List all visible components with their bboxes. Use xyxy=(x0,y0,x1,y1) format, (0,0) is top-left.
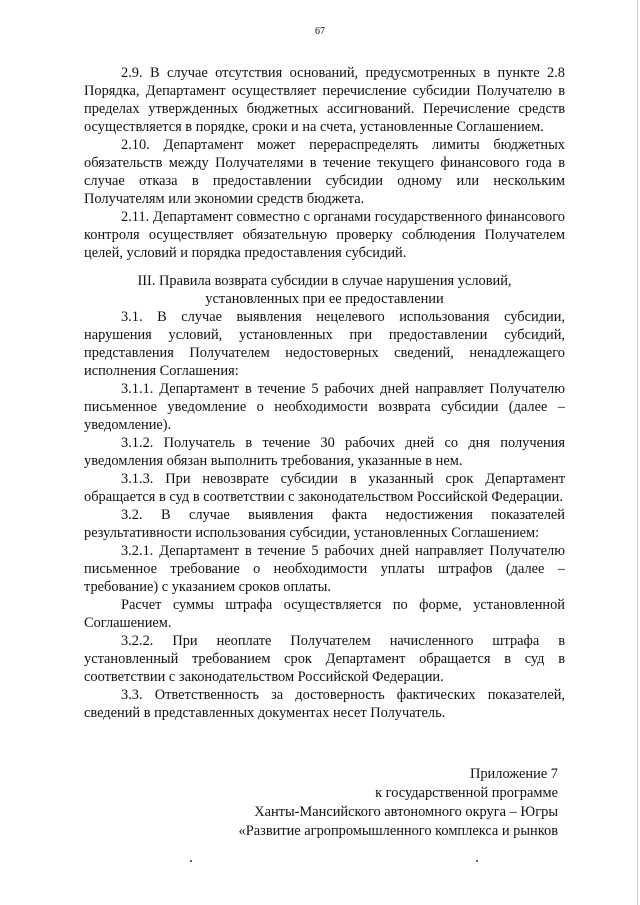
paragraph-penalty-calculation: Расчет суммы штрафа осуществляется по форме, установленной Соглашением. xyxy=(84,597,565,631)
scan-speck xyxy=(476,860,478,862)
paragraph-2-9: 2.9. В случае отсутствия оснований, предусмотренных в пункте 2.8 Порядка, Департамент осуществляет перечисление субсидии Получателю в пределах утвержденных бюджетных ассигнований. Перечисление средств осуществляется в порядке, сроки и на счета, установленные Соглашением. xyxy=(84,65,565,135)
page-number: 67 xyxy=(315,26,325,37)
paragraph-3-2-2: 3.2.2. При неоплате Получателем начисленного штрафа в установленный требованием срок Департамент обращается в суд в соответствии с законодательством Российской Федерации. xyxy=(84,633,565,685)
appendix-line-1: к государственной программе xyxy=(375,785,558,801)
section-heading xyxy=(84,272,565,308)
scan-speck xyxy=(190,860,192,862)
paragraph-3-1-3: 3.1.3. При невозврате субсидии в указанный срок Департамент обращается в суд в соответствии с законодательством Российской Федерации. xyxy=(84,471,565,505)
appendix-line-3: «Развитие агропромышленного комплекса и рынков xyxy=(238,823,558,839)
scan-edge-line xyxy=(637,0,638,905)
appendix-header xyxy=(239,765,558,841)
appendix-line-2: Ханты-Мансийского автономного округа – Югры xyxy=(254,804,558,820)
paragraph-2-11: 2.11. Департамент совместно с органами государственного финансового контроля осуществляет обязательную проверку соблюдения Получателем целей, условий и порядка предоставления субсидий. xyxy=(84,209,565,261)
paragraph-3-1-2: 3.1.2. Получатель в течение 30 рабочих дней со дня получения уведомления обязан выполнить требования, указанные в нем. xyxy=(84,435,565,469)
paragraph-3-1-1: 3.1.1. Департамент в течение 5 рабочих дней направляет Получателю письменное уведомление о необходимости возврата субсидии (далее – уведомление). xyxy=(84,381,565,433)
paragraph-2-10: 2.10. Департамент может перераспределять лимиты бюджетных обязательств между Получателями в течение текущего финансового года в случае отказа в предоставлении субсидии одному или нескольким Получателям или экономии средств бюджета. xyxy=(84,137,565,207)
section-heading-line-1: III. Правила возврата субсидии в случае нарушения условий, xyxy=(137,273,512,289)
section-heading-line-2: установленных при ее предоставлении xyxy=(205,291,444,307)
paragraph-3-3: 3.3. Ответственность за достоверность фактических показателей, сведений в представленных документах несет Получатель. xyxy=(84,687,565,721)
paragraph-3-1: 3.1. В случае выявления нецелевого использования субсидии, нарушения условий, установленных при предоставлении субсидий, представления Получателем недостоверных сведений, ненадлежащего исполнения Соглашения: xyxy=(84,309,565,379)
paragraph-3-2-1: 3.2.1. Департамент в течение 5 рабочих дней направляет Получателю письменное требование о необходимости уплаты штрафов (далее – требование) с указанием сроков оплаты. xyxy=(84,543,565,595)
appendix-title: Приложение 7 xyxy=(469,766,558,782)
document-body xyxy=(84,64,565,722)
paragraph-3-2: 3.2. В случае выявления факта недостижения показателей результативности использования субсидии, установленных Соглашением: xyxy=(84,507,565,541)
